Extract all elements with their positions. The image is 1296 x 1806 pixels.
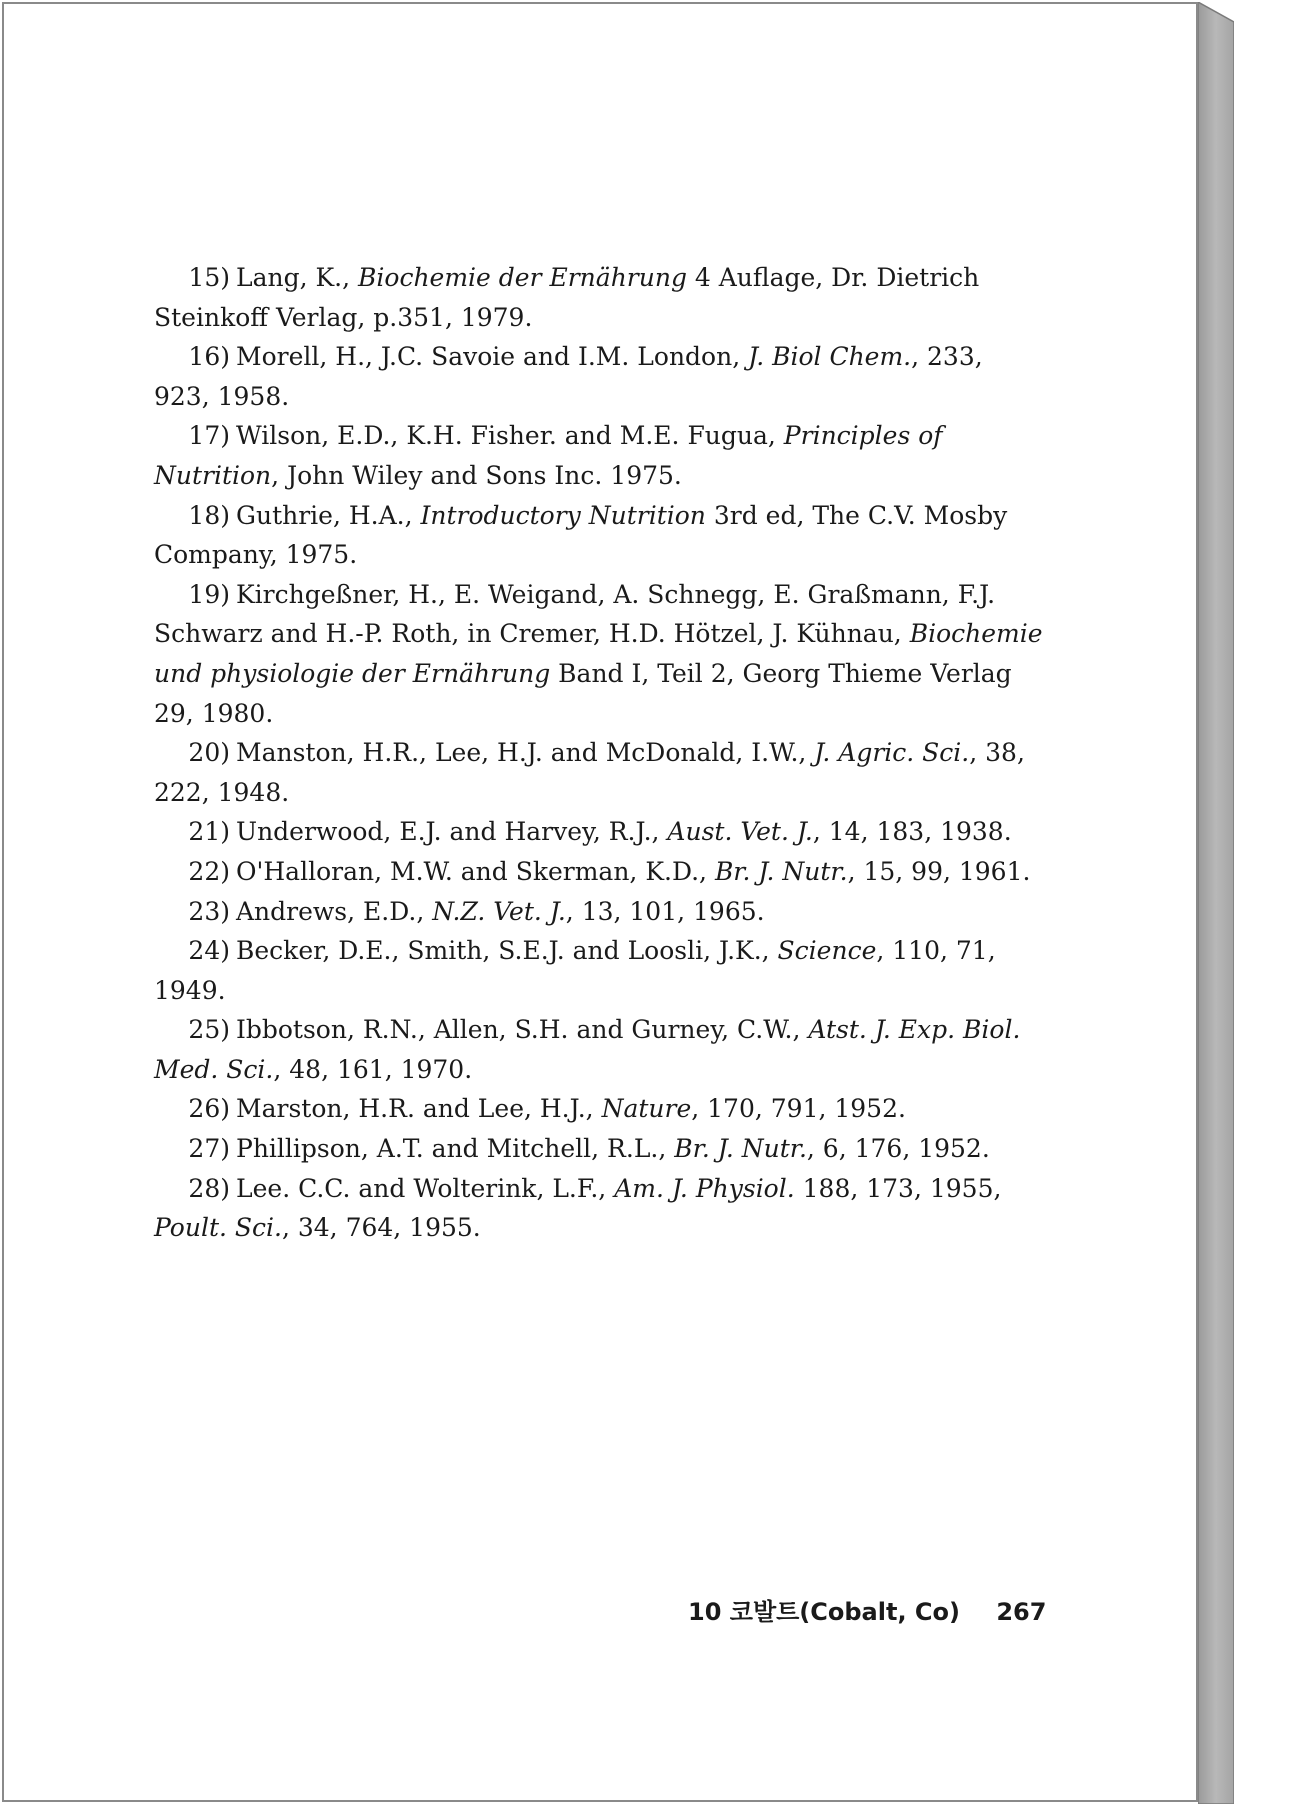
reference-item xyxy=(154,733,1046,812)
reference-title: Atst. J. Exp. Biol. Med. Sci. xyxy=(154,1015,1021,1084)
reference-text xyxy=(154,501,1007,570)
reference-number: 27) xyxy=(188,1134,230,1164)
reference-text xyxy=(154,263,979,332)
reference-text xyxy=(154,421,943,490)
reference-segment: , John Wiley and Sons Inc. 1975. xyxy=(271,460,682,490)
reference-segment: Underwood, E.J. and Harvey, R.J., xyxy=(236,817,668,847)
reference-title: Introductory Nutrition xyxy=(420,500,706,530)
reference-title: Am. J. Physiol. xyxy=(614,1173,795,1203)
reference-segment: Kirchgeßner, H., E. Weigand, A. Schnegg, E. Graßmann, F.J. Schwarz and H.-P. Roth, in Cremer, H.D. Hötzel, J. Kühnau, xyxy=(154,579,996,649)
reference-segment: Andrews, E.D., xyxy=(236,896,433,926)
reference-text xyxy=(236,817,1012,846)
page-footer xyxy=(688,1592,1046,1627)
reference-item xyxy=(154,1089,1046,1129)
reference-segment: 3rd ed, The C.V. Mosby Company, 1975. xyxy=(154,500,1008,570)
reference-text xyxy=(236,1094,906,1123)
reference-title: Biochemie der Ernährung xyxy=(358,263,687,292)
reference-segment: Lang, K., xyxy=(236,263,359,292)
reference-number: 22) xyxy=(188,856,230,886)
chapter-title: 10 코발트(Cobalt, Co) xyxy=(688,1598,960,1626)
reference-title: N.Z. Vet. J. xyxy=(432,896,566,926)
reference-title: Aust. Vet. J. xyxy=(667,817,813,847)
page-number: 267 xyxy=(996,1598,1047,1626)
reference-title: J. Biol Chem. xyxy=(748,342,912,372)
reference-text xyxy=(236,1134,990,1163)
reference-segment: Manston, H.R., Lee, H.J. and McDonald, I.W., xyxy=(236,738,815,768)
reference-segment: , 34, 764, 1955. xyxy=(281,1213,481,1243)
reference-title: Nature xyxy=(601,1094,692,1124)
reference-segment: Marston, H.R. and Lee, H.J., xyxy=(236,1094,602,1124)
reference-segment: Morell, H., J.C. Savoie and I.M. London, xyxy=(236,342,749,372)
reference-number: 20) xyxy=(188,738,230,768)
reference-segment: Lee. C.C. and Wolterink, L.F., xyxy=(236,1173,615,1203)
reference-text xyxy=(154,1174,1001,1243)
reference-number: 18) xyxy=(188,500,230,530)
reference-number: 24) xyxy=(188,936,230,966)
reference-item xyxy=(154,1169,1046,1248)
reference-number: 16) xyxy=(188,342,230,372)
reference-number: 26) xyxy=(188,1094,230,1124)
reference-number: 15) xyxy=(188,263,230,292)
reference-segment: 188, 173, 1955, xyxy=(794,1173,1002,1203)
reference-segment: Ibbotson, R.N., Allen, S.H. and Gurney, C.W., xyxy=(236,1015,809,1045)
reference-number: 21) xyxy=(188,817,230,847)
reference-text xyxy=(236,857,1030,886)
reference-segment: Band I, Teil 2, Georg Thieme Verlag 29, 1980. xyxy=(154,658,1012,728)
book-spine-edge xyxy=(1198,2,1234,1804)
reference-text xyxy=(236,897,765,926)
reference-segment: Wilson, E.D., K.H. Fisher. and M.E. Fugua, xyxy=(236,421,784,451)
reference-title: Biochemie und physiologie der Ernährung xyxy=(154,619,1043,688)
reference-text xyxy=(154,342,983,411)
reference-item xyxy=(154,575,1046,733)
reference-segment: , 15, 99, 1961. xyxy=(847,856,1031,886)
reference-segment: , 6, 176, 1952. xyxy=(806,1134,990,1164)
reference-title: Principles of Nutrition xyxy=(154,421,943,490)
reference-number: 23) xyxy=(188,896,230,926)
reference-number: 19) xyxy=(188,579,230,609)
reference-text xyxy=(154,1015,1020,1084)
reference-list xyxy=(154,258,1046,1248)
reference-title: J. Agric. Sci. xyxy=(814,738,970,768)
reference-item xyxy=(154,416,1046,495)
reference-segment: Phillipson, A.T. and Mitchell, R.L., xyxy=(236,1134,675,1164)
reference-segment: Guthrie, H.A., xyxy=(236,500,421,530)
reference-title: Science xyxy=(777,936,877,966)
reference-segment: , 170, 791, 1952. xyxy=(691,1094,906,1124)
reference-item xyxy=(154,1010,1046,1089)
reference-item xyxy=(154,337,1046,416)
reference-item xyxy=(154,496,1046,575)
reference-number: 17) xyxy=(188,421,230,451)
reference-segment: , 13, 101, 1965. xyxy=(565,896,765,926)
reference-text xyxy=(154,580,1043,728)
reference-segment: , 38, 222, 1948. xyxy=(154,738,1025,807)
reference-item xyxy=(154,258,1046,337)
reference-item xyxy=(154,931,1046,1010)
reference-item xyxy=(154,1129,1046,1169)
reference-segment: , 48, 161, 1970. xyxy=(273,1054,473,1084)
reference-segment: Becker, D.E., Smith, S.E.J. and Loosli, J.K., xyxy=(236,936,778,966)
reference-segment: , 233, 923, 1958. xyxy=(154,342,983,411)
reference-text xyxy=(154,738,1025,807)
reference-item xyxy=(154,812,1046,852)
reference-number: 28) xyxy=(188,1173,230,1203)
reference-segment: , 14, 183, 1938. xyxy=(812,817,1012,847)
reference-text xyxy=(154,936,996,1005)
reference-title: Poult. Sci. xyxy=(154,1213,282,1243)
document-page xyxy=(2,2,1198,1802)
reference-title: Br. J. Nutr. xyxy=(674,1134,807,1164)
reference-segment: O'Halloran, M.W. and Skerman, K.D., xyxy=(236,856,715,886)
reference-item xyxy=(154,852,1046,892)
reference-item xyxy=(154,892,1046,932)
reference-segment: 4 Auflage, Dr. Dietrich Steinkoff Verlag, p.351, 1979. xyxy=(154,263,980,332)
reference-number: 25) xyxy=(188,1015,230,1045)
reference-segment: , 110, 71, 1949. xyxy=(154,936,996,1005)
reference-title: Br. J. Nutr. xyxy=(714,856,848,886)
